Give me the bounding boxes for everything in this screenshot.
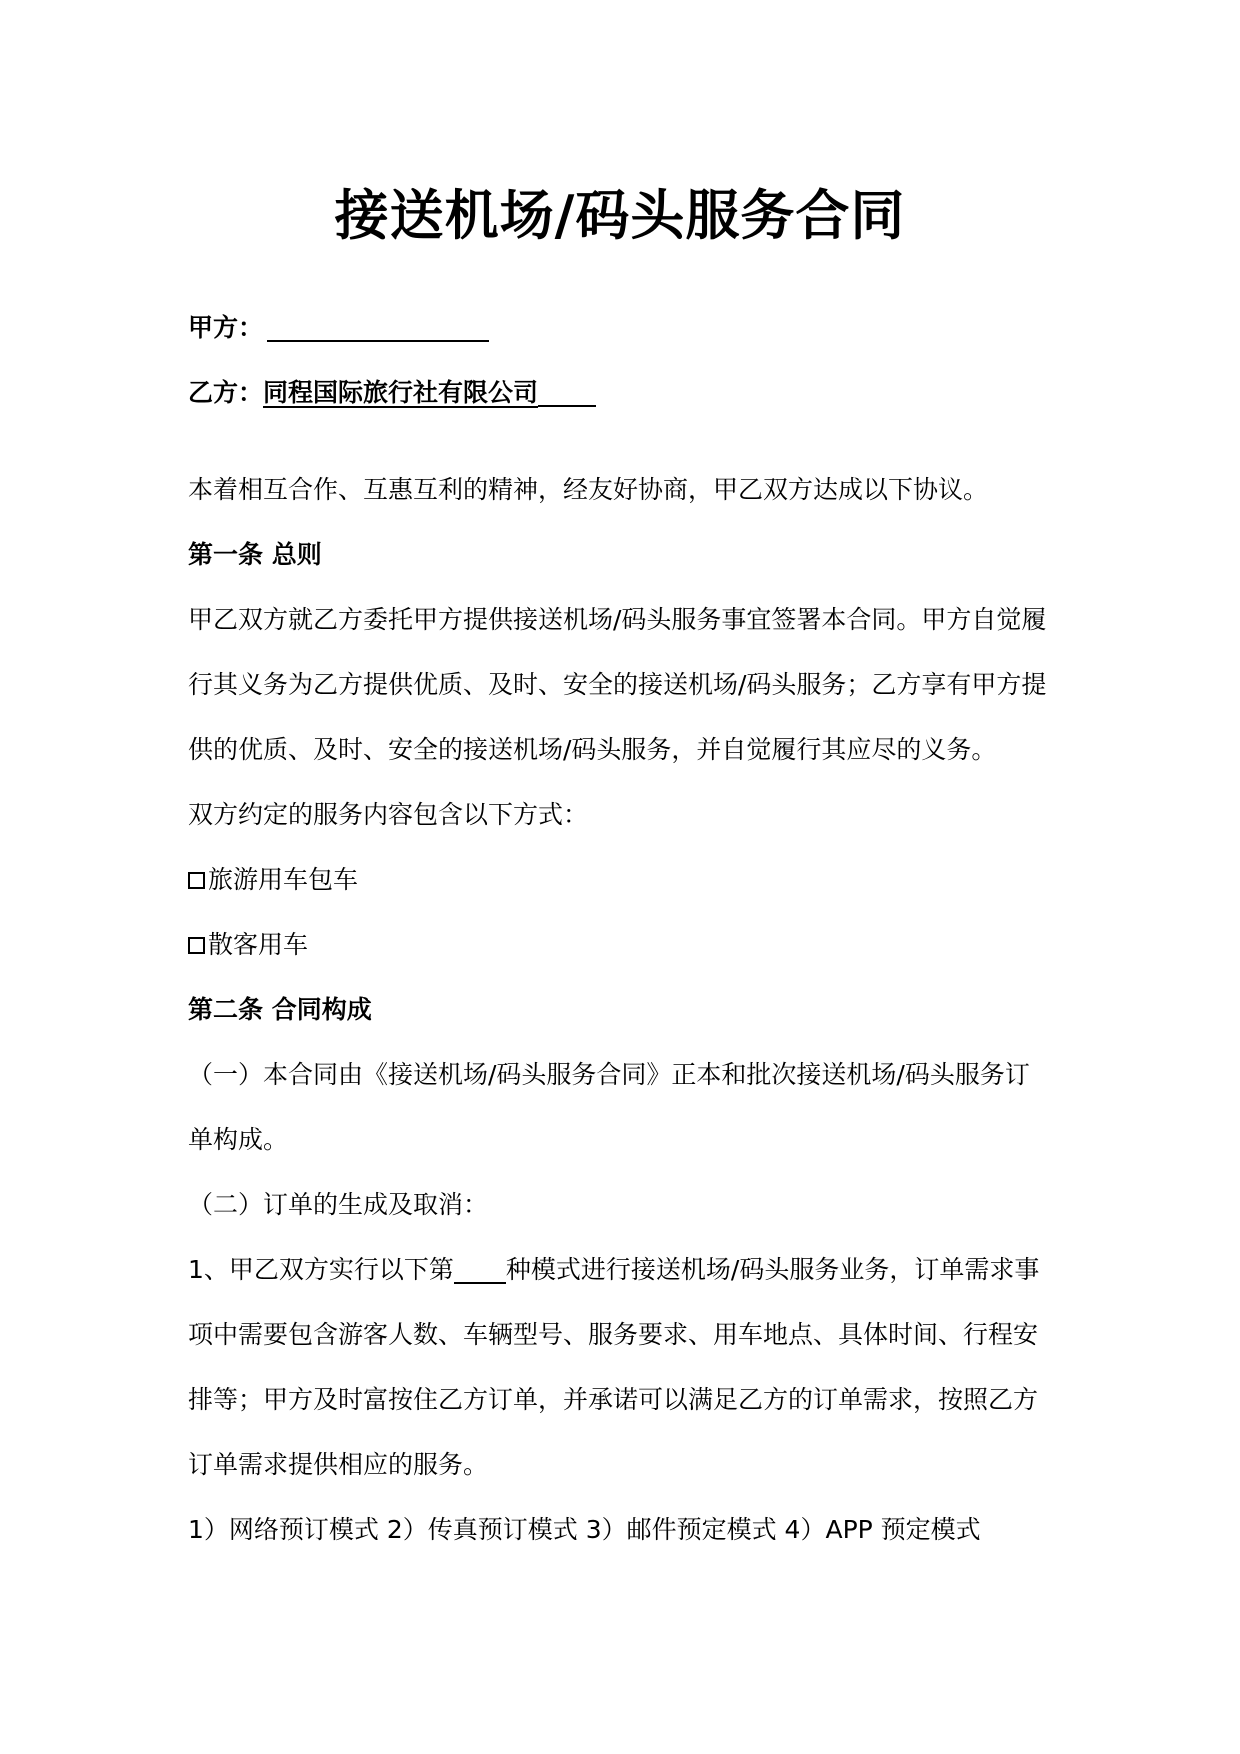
individual-checkbox[interactable] [188,937,205,954]
item1-line-2: 项中需要包含游客人数、车辆型号、服务要求、用车地点、具体时间、行程安 [188,1320,1039,1349]
charter-label: 旅游用车包车 [208,865,359,894]
charter-checkbox[interactable] [188,872,205,889]
booking-modes: 1）网络预订模式 2）传真预订模式 3）邮件预定模式 4）APP 预定模式 [188,1515,981,1544]
service-option-charter [188,860,1068,900]
item1-line-1 [188,1250,1068,1290]
party-b-blank [538,375,596,407]
item1-line-4: 订单需求提供相应的服务。 [188,1450,489,1479]
party-b-name: 同程国际旅行社有限公司 [263,378,539,407]
contract-title: 接送机场/码头服务合同 [334,184,906,247]
item1-line-3: 排等；甲方及时富按住乙方订单，并承诺可以满足乙方的订单需求，按照乙方 [188,1385,1039,1414]
article2-section1-line-1: （一）本合同由《接送机场/码头服务合同》正本和批次接送机场/码头服务订 [188,1060,1030,1089]
intro-paragraph: 本着相互合作、互惠互利的精神，经友好协商，甲乙双方达成以下协议。 [188,475,989,504]
article1-line-2: 行其义务为乙方提供优质、及时、安全的接送机场/码头服务；乙方享有甲方提 [188,670,1047,699]
article1-line-3: 供的优质、及时、安全的接送机场/码头服务，并自觉履行其应尽的义务。 [188,735,997,764]
services-intro: 双方约定的服务内容包含以下方式： [188,800,589,829]
party-a-line [188,308,1068,348]
service-option-individual [188,925,1068,965]
party-b-label: 乙方： [188,378,264,407]
item1-prefix: 1、甲乙双方实行以下第 [188,1255,454,1284]
individual-label: 散客用车 [208,930,309,959]
item1-suffix: 种模式进行接送机场/码头服务业务，订单需求事 [505,1255,1040,1284]
article2-section2: （二）订单的生成及取消： [188,1190,489,1219]
article1-line-1: 甲乙双方就乙方委托甲方提供接送机场/码头服务事宜签署本合同。甲方自觉履 [188,605,1047,634]
article1-heading: 第一条 总则 [188,540,322,569]
party-a-label: 甲方： [188,313,264,342]
article2-heading: 第二条 合同构成 [188,995,372,1024]
party-b-line [188,373,1068,413]
mode-number-blank[interactable] [454,1254,506,1284]
article2-section1-line-2: 单构成。 [188,1125,289,1154]
party-a-blank[interactable] [267,310,489,342]
